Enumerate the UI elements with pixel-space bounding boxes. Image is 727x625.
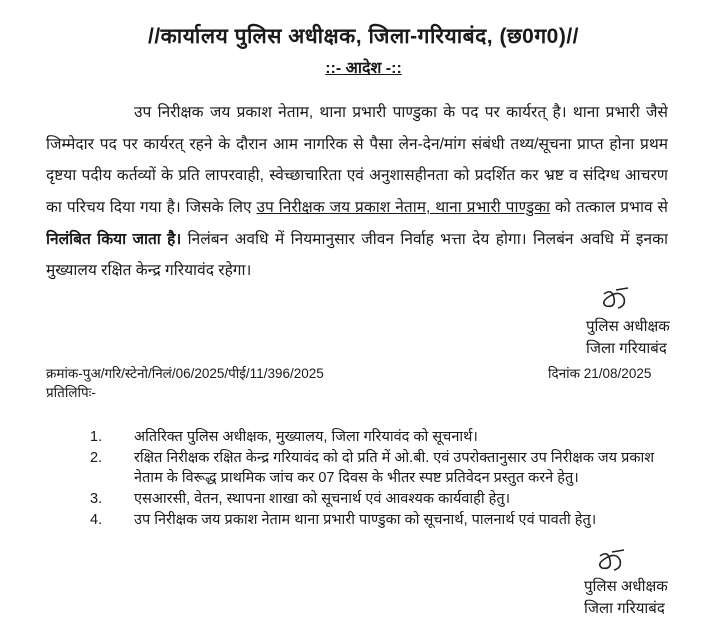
list-item [90, 448, 670, 488]
reference-number: क्रमांक-पुअ/गरि/स्टेनो/निलं/06/2025/पीई/11/396/2025 [46, 366, 324, 381]
list-item [90, 489, 670, 509]
item-number: 3. [90, 491, 103, 507]
item-number: 4. [90, 512, 103, 528]
office-title: //कार्यालय पुलिस अधीक्षक, जिला-गरियाबंद, (छ0ग0)// [147, 25, 580, 48]
item-number: 1. [90, 429, 103, 445]
body-line: दृष्टया पदीय कर्तव्यों के प्रति लापरवाही, स्वेच्छाचारिता एवं अनुशासहीनता को प्रदर्शित कर भ्रष्ट व संदिग्ध आचरण [46, 167, 668, 185]
item-text: उप निरीक्षक जय प्रकाश नेताम थाना प्रभारी पाण्डुका को सूचनार्थ, पालनार्थ एवं पावती हेतु। [134, 512, 597, 528]
body-text: निलंबन अवधि में नियमानुसार जीवन निर्वाह भत्ता देय होगा। निलबंन अवधि में इनका [181, 230, 668, 248]
item-text: रक्षित निरीक्षक रक्षित केन्द्र गरियावंद को दो प्रति में ओ.बी. एवं उपरोक्तानुसार उप निरीक्षक जय प्रकाश नेताम के विरूद्ध प्राथमिक जांच कर 07 दिवस के भीतर स्पष्ट प्रतिवेदन प्रस्तुत करने हेतु। [134, 450, 655, 486]
list-item [90, 510, 670, 530]
order-body [46, 97, 668, 287]
order-date: दिनांक 21/08/2025 [548, 366, 652, 381]
signature-block [584, 576, 668, 620]
body-line: मुख्यालय रक्षित केन्द्र गरियावंद रहेगा। [46, 262, 252, 280]
signature-mark [594, 548, 628, 576]
item-text: एसआरसी, वेतन, स्थापना शाखा को सूचनार्थ एवं आवश्यक कार्यवाही हेतु। [134, 491, 511, 507]
order-heading [0, 56, 727, 78]
order-heading-text: ::- आदेश -:: [325, 60, 402, 77]
body-text: का परिचय दिया गया है। जिसके लिए [46, 199, 257, 217]
signature-block [586, 316, 670, 360]
item-number: 2. [90, 450, 103, 466]
signatory-district: जिला गरियाबंद [586, 340, 667, 357]
copy-to-label: प्रतिलिपिः- [46, 385, 96, 400]
signatory-title: पुलिस अधीक्षक [584, 578, 668, 595]
item-text: अतिरिक्त पुलिस अधीक्षक, मुख्यालय, जिला गरियावंद को सूचनार्थ। [134, 429, 478, 445]
signatory-title: पुलिस अधीक्षक [586, 318, 670, 335]
signatory-district: जिला गरियाबंद [584, 600, 665, 617]
suspension-statement: निलंबित किया जाता है। [46, 230, 182, 248]
list-item [90, 427, 670, 447]
body-line: जिम्मेदार पद पर कार्यरत् रहने के दौरान आम नागरिक से पैसा लेन-देन/मांग संबंधी तथ्य/सूचना प्राप्त होना प्रथम [46, 135, 668, 153]
officer-name-underlined: उप निरीक्षक जय प्रकाश नेताम, थाना प्रभारी पाण्डुका [256, 199, 551, 217]
copy-list [90, 427, 670, 530]
body-line: उप निरीक्षक जय प्रकाश नेताम, थाना प्रभारी पाण्डुका के पद पर कार्यरत् है। थाना प्रभारी जैसे [134, 104, 668, 121]
body-line [46, 224, 668, 256]
body-line [46, 192, 668, 224]
signature-mark [598, 286, 632, 314]
body-text: को तत्काल प्रभाव से [550, 199, 668, 217]
